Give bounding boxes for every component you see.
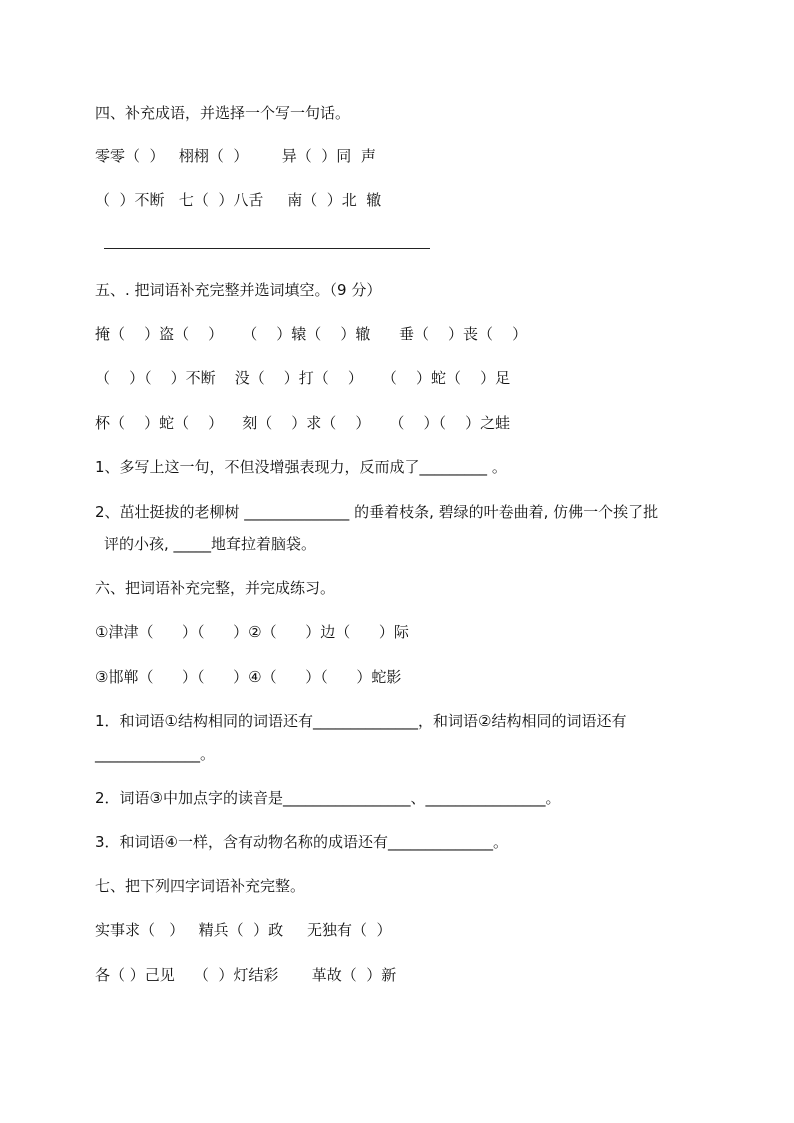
section-6-question-1-line-1: 1．和词语①结构相同的词语还有______________，和词语②结构相同的词语还有	[95, 712, 627, 730]
section-4-idiom-row-1: 零零（ ） 栩栩（ ） 异（ ）同 声	[95, 147, 376, 165]
section-6-question-3: 3．和词语④一样，含有动物名称的成语还有______________。	[95, 833, 508, 851]
section-6-word-row-2: ③邯郸（ ）（ ）④（ ）（ ）蛇影	[95, 668, 402, 686]
section-5-question-1: 1、多写上这一句，不但没增强表现力，反而成了_________ 。	[95, 458, 507, 476]
section-7-heading: 七、把下列四字词语补充完整。	[95, 877, 306, 895]
section-6-word-row-1: ①津津（ ）（ ）②（ ）边（ ）际	[95, 623, 409, 641]
section-5-heading: 五、. 把词语补充完整并选词填空。（9 分）	[95, 281, 382, 299]
section-6-question-1-line-2: ______________。	[95, 745, 216, 763]
section-6-question-2: 2．词语③中加点字的读音是_________________、________________。	[95, 789, 561, 807]
section-5-word-row-1: 掩（ ）盗（ ） （ ）辕（ ）辙 垂（ ）丧（ ）	[95, 325, 528, 343]
section-7-word-row-1: 实事求（ ） 精兵（ ）政 无独有（ ）	[95, 921, 392, 939]
section-6-heading: 六、把词语补充完整，并完成练习。	[95, 579, 336, 597]
section-4-heading: 四、补充成语，并选择一个写一句话。	[95, 104, 351, 122]
section-5-word-row-2: （ ）（ ）不断 没（ ）打（ ） （ ）蛇（ ）足	[95, 369, 511, 387]
section-5-question-2-line-1: 2、茁壮挺拔的老柳树 ______________ 的垂着枝条, 碧绿的叶卷曲着, 仿佛一个挨了批	[95, 503, 659, 521]
section-5-question-2-line-2: 评的小孩, _____地耷拉着脑袋。	[104, 535, 317, 553]
section-7-word-row-2: 各（ ）己见 （ ）灯结彩 革故（ ）新	[95, 966, 397, 984]
section-5-word-row-3: 杯（ ）蛇（ ） 刻（ ）求（ ） （ ）（ ）之蛙	[95, 414, 511, 432]
sentence-answer-line[interactable]	[104, 248, 430, 249]
section-4-idiom-row-2: （ ）不断 七（ ）八舌 南（ ）北 辙	[95, 191, 382, 209]
